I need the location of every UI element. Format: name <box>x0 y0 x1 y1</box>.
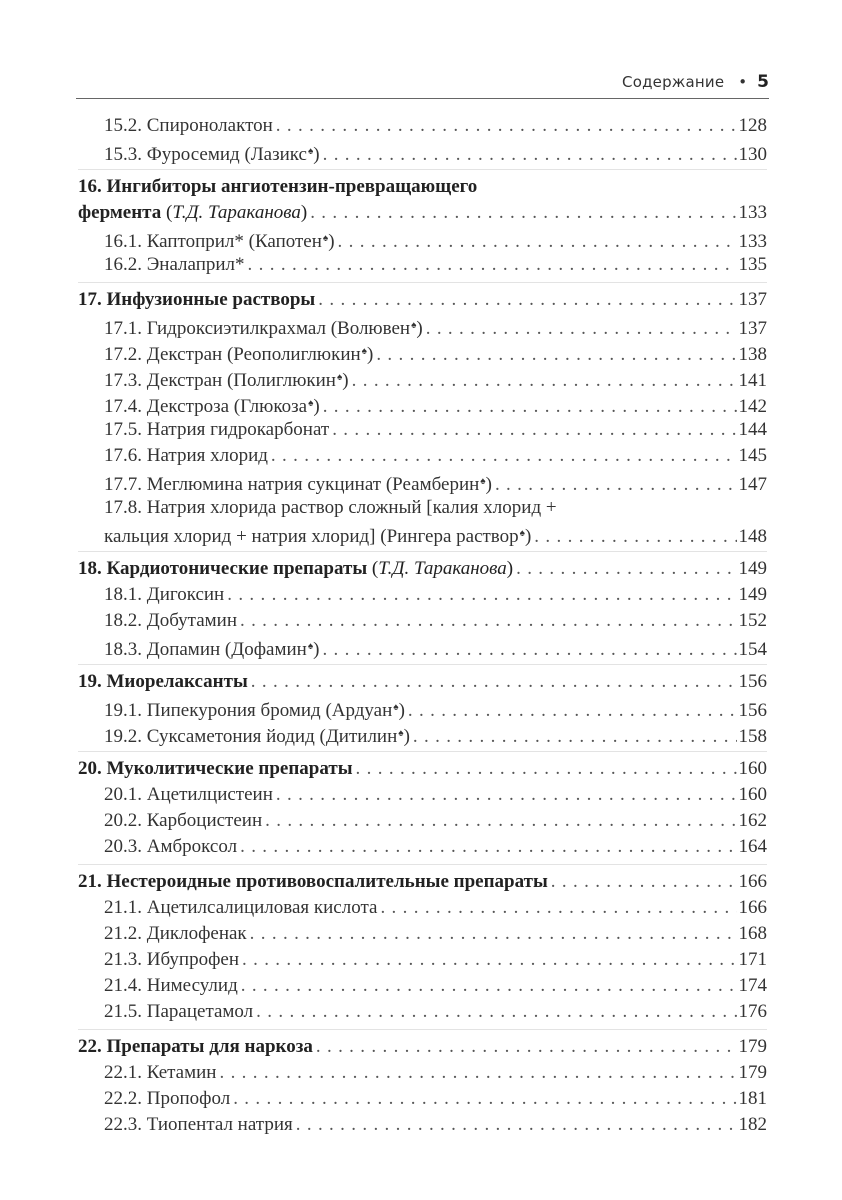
toc-item[interactable] <box>78 226 767 252</box>
item-title-text: 21.5. Парацетамол <box>104 1001 254 1022</box>
item-title-text: 21.1. Ацетилсалициловая кислота <box>104 897 378 918</box>
item-title <box>104 1086 230 1112</box>
toc-section <box>78 864 767 1025</box>
toc-chapter-entry[interactable] <box>78 669 767 695</box>
page-ref[interactable]: 162 <box>738 810 767 831</box>
toc-chapter-entry[interactable] <box>78 287 767 313</box>
dot-leader <box>240 834 736 860</box>
dot-leader <box>332 417 736 443</box>
dot-leader <box>219 1060 736 1086</box>
toc-item[interactable] <box>78 808 767 834</box>
item-title-text: 17.1. Гидроксиэтилкрахмал (Волювен <box>104 318 411 339</box>
toc-item[interactable] <box>78 634 767 660</box>
toc-item[interactable] <box>78 1086 767 1112</box>
item-title-text: 16.1. Каптоприл* (Капотен <box>104 231 322 252</box>
trademark-icon: ♠ <box>398 728 404 739</box>
dot-leader <box>241 973 737 999</box>
chapter-title-text: 20. Муколитические препараты <box>78 758 353 779</box>
page-ref[interactable]: 133 <box>738 231 767 252</box>
toc-item[interactable] <box>78 339 767 365</box>
toc-item[interactable] <box>78 608 767 634</box>
toc-chapter-entry[interactable] <box>78 869 767 895</box>
toc-section <box>78 282 767 547</box>
dot-leader <box>408 698 737 724</box>
dot-leader <box>248 252 737 278</box>
close-paren: ) <box>506 558 514 579</box>
item-title <box>104 808 262 834</box>
item-title <box>104 139 320 168</box>
toc-item[interactable] <box>78 521 767 547</box>
bullet-separator: • <box>738 73 748 91</box>
dot-leader <box>251 669 737 695</box>
toc-item[interactable] <box>78 947 767 973</box>
chapter-title: 16. Ингибиторы ангиотензин-превращающего <box>78 176 478 197</box>
dot-leader <box>256 999 736 1025</box>
toc-item[interactable] <box>78 782 767 808</box>
dot-leader <box>322 637 736 663</box>
item-title <box>104 721 410 750</box>
dot-leader <box>296 1112 737 1138</box>
item-title <box>104 782 273 808</box>
chapter-author: Т.Д. Тараканова <box>378 558 507 579</box>
item-title-text: 21.2. Диклофенак <box>104 923 247 944</box>
toc-section <box>78 751 767 860</box>
item-title-text: 21.4. Нимесулид <box>104 975 238 996</box>
item-title <box>104 1060 216 1086</box>
trademark-icon: ♠ <box>519 528 525 539</box>
page-ref[interactable]: 160 <box>738 784 767 805</box>
dot-leader <box>380 895 736 921</box>
chapter-title <box>78 869 548 895</box>
page-ref[interactable]: 149 <box>738 584 767 605</box>
dot-leader <box>551 869 737 895</box>
item-title-text: 21.3. Ибупрофен <box>104 949 239 970</box>
item-title <box>104 1112 293 1138</box>
page-ref[interactable]: 130 <box>738 144 767 165</box>
item-title <box>104 521 531 550</box>
dot-leader <box>227 582 736 608</box>
dot-leader <box>426 316 737 342</box>
item-title <box>104 947 239 973</box>
item-title-text: 20.2. Карбоцистеин <box>104 810 263 831</box>
item-title-end: ) <box>342 370 349 391</box>
item-title-end: ) <box>313 144 320 165</box>
item-title-text: 18.2. Добутамин <box>104 610 237 631</box>
page-ref[interactable]: 171 <box>738 949 767 970</box>
trademark-icon: ♠ <box>307 641 314 652</box>
page-ref[interactable]: 164 <box>738 836 767 857</box>
page-ref[interactable]: 154 <box>738 639 767 660</box>
dot-leader <box>413 724 737 750</box>
item-title-text: 22.3. Тиопентал натрия <box>104 1114 293 1135</box>
page-ref[interactable]: 137 <box>738 318 767 339</box>
chapter-author: Т.Д. Тараканова <box>172 202 301 223</box>
open-paren: ( <box>367 558 379 579</box>
toc-chapter-entry[interactable] <box>78 556 767 582</box>
chapter-title <box>78 756 353 782</box>
dot-leader <box>516 556 736 582</box>
item-title-text: 18.1. Дигоксин <box>104 584 225 605</box>
page-ref[interactable]: 182 <box>738 1114 767 1135</box>
item-title-end: ) <box>313 639 320 660</box>
dot-leader <box>242 947 737 973</box>
page-ref[interactable]: 174 <box>738 975 767 996</box>
item-title <box>104 921 247 947</box>
item-title-end: ) <box>398 700 405 721</box>
toc-item[interactable] <box>78 443 767 469</box>
toc-chapter-entry[interactable] <box>78 1034 767 1060</box>
page-ref[interactable]: 149 <box>738 558 767 579</box>
page-ref[interactable]: 156 <box>738 700 767 721</box>
toc-item[interactable] <box>78 469 767 495</box>
item-title-text: 22.2. Пропофол <box>104 1088 231 1109</box>
dot-leader <box>276 782 737 808</box>
trademark-icon: ♠ <box>480 476 486 487</box>
item-title-text: 15.2. Спиронолактон <box>104 115 273 136</box>
page-ref[interactable]: 179 <box>738 1036 767 1057</box>
page-ref[interactable]: 166 <box>738 897 767 918</box>
toc-item[interactable] <box>78 365 767 391</box>
item-title <box>104 608 237 634</box>
page-number: 5 <box>757 72 769 92</box>
toc-item[interactable] <box>78 313 767 339</box>
toc-section <box>78 1029 767 1138</box>
item-title <box>104 973 238 999</box>
chapter-title-text: 17. Инфузионные растворы <box>78 289 316 310</box>
toc-section <box>78 169 767 278</box>
chapter-title-text: фермента <box>78 202 162 223</box>
chapter-title-continued <box>78 200 307 226</box>
item-title <box>104 999 253 1025</box>
dot-leader <box>318 287 736 313</box>
item-title <box>104 634 319 663</box>
toc-section <box>78 664 767 747</box>
toc-item[interactable] <box>78 895 767 921</box>
trademark-icon: ♠ <box>322 233 329 244</box>
item-title <box>104 365 349 394</box>
toc-chapter-entry[interactable] <box>78 200 767 226</box>
item-title-text: 20.1. Ацетилцистеин <box>104 784 273 805</box>
item-title <box>104 443 268 469</box>
page-ref[interactable]: 145 <box>738 445 767 466</box>
item-title <box>104 582 224 608</box>
toc-chapter-entry[interactable] <box>78 756 767 782</box>
item-title <box>104 313 423 342</box>
dot-leader <box>240 608 737 634</box>
dot-leader <box>310 200 736 226</box>
dot-leader <box>271 443 737 469</box>
toc-item[interactable] <box>78 139 767 165</box>
page-ref[interactable]: 166 <box>738 871 767 892</box>
page-ref[interactable]: 148 <box>738 526 767 547</box>
page-ref[interactable]: 147 <box>738 474 767 495</box>
table-of-contents <box>78 113 767 1138</box>
dot-leader <box>376 342 736 368</box>
toc-section <box>78 113 767 165</box>
item-title <box>104 113 273 139</box>
toc-item[interactable] <box>78 1060 767 1086</box>
page-ref[interactable]: 128 <box>738 115 767 136</box>
item-title-text: 17.3. Декстран (Полиглюкин <box>104 370 336 391</box>
item-title-text: 17.5. Натрия гидрокарбонат <box>104 419 330 440</box>
item-title: 17.8. Натрия хлорида раствор сложный [калия хлорид + <box>104 497 557 518</box>
page-ref[interactable]: 179 <box>738 1062 767 1083</box>
item-title-text: 19.1. Пипекурония бромид (Ардуан <box>104 700 393 721</box>
chapter-title-text: 21. Нестероидные противовоспалительные препараты <box>78 871 548 892</box>
item-title <box>104 391 320 420</box>
item-title-text: 19.2. Суксаметония йодид (Дитилин <box>104 726 398 747</box>
item-title-text: 17.4. Декстроза (Глюкоза <box>104 396 308 417</box>
item-title-end: ) <box>313 396 320 417</box>
toc-item-line[interactable] <box>78 495 767 521</box>
chapter-title <box>78 556 513 582</box>
dot-leader <box>352 368 737 394</box>
toc-item[interactable] <box>78 1112 767 1138</box>
item-title-text: 17.6. Натрия хлорид <box>104 445 268 466</box>
chapter-title-text: 22. Препараты для наркоза <box>78 1036 313 1057</box>
dot-leader <box>276 113 737 139</box>
chapter-title-text: 19. Миорелаксанты <box>78 671 248 692</box>
toc-item[interactable] <box>78 834 767 860</box>
chapter-title <box>78 1034 313 1060</box>
page-ref[interactable]: 141 <box>738 370 767 391</box>
page-ref[interactable]: 133 <box>738 202 767 223</box>
page-ref[interactable]: 144 <box>738 419 767 440</box>
item-title-end: ) <box>524 526 532 547</box>
dot-leader <box>233 1086 736 1112</box>
trademark-icon: ♠ <box>336 372 343 383</box>
trademark-icon: ♠ <box>411 320 417 331</box>
item-title-text: 17.7. Меглюмина натрия сукцинат (Реамберин <box>104 474 480 495</box>
toc-item[interactable] <box>78 417 767 443</box>
page-ref[interactable]: 138 <box>738 344 767 365</box>
open-paren: ( <box>161 202 173 223</box>
item-title <box>104 252 245 278</box>
trademark-icon: ♠ <box>308 398 314 409</box>
toc-chapter-title-line[interactable] <box>78 174 767 200</box>
item-title-text: 20.3. Амброксол <box>104 836 238 857</box>
chapter-title <box>78 669 248 695</box>
close-paren: ) <box>300 202 308 223</box>
running-header <box>76 72 769 99</box>
page-ref[interactable]: 181 <box>738 1088 767 1109</box>
trademark-icon: ♠ <box>393 702 399 713</box>
page-ref[interactable]: 152 <box>738 610 767 631</box>
item-title-text: 15.3. Фуросемид (Лазикс <box>104 144 307 165</box>
item-title-text: 18.3. Допамин (Дофамин <box>104 639 307 660</box>
item-title <box>104 469 492 498</box>
page-ref[interactable]: 156 <box>738 671 767 692</box>
item-title <box>104 417 329 443</box>
trademark-icon: ♠ <box>307 146 314 157</box>
item-title-end: ) <box>403 726 410 747</box>
toc-section <box>78 551 767 660</box>
item-title-text: 17.2. Декстран (Реополиглюкин <box>104 344 361 365</box>
page-ref[interactable]: 176 <box>738 1001 767 1022</box>
item-title-end: ) <box>485 474 492 495</box>
toc-item[interactable] <box>78 113 767 139</box>
item-title-end: ) <box>366 344 374 365</box>
item-title <box>104 339 373 368</box>
page-ref[interactable]: 168 <box>738 923 767 944</box>
item-title <box>104 834 237 860</box>
dot-leader <box>534 524 736 550</box>
trademark-icon: ♠ <box>361 346 367 357</box>
toc-item[interactable] <box>78 582 767 608</box>
item-title-text: кальция хлорид + натрия хлорид] (Рингера раствор <box>104 526 519 547</box>
toc-item[interactable] <box>78 921 767 947</box>
toc-item[interactable] <box>78 391 767 417</box>
dot-leader <box>265 808 736 834</box>
page-ref[interactable]: 142 <box>738 396 767 417</box>
page-ref[interactable]: 160 <box>738 758 767 779</box>
toc-item[interactable] <box>78 252 767 278</box>
chapter-title <box>78 287 315 313</box>
dot-leader <box>316 1034 737 1060</box>
toc-item[interactable] <box>78 721 767 747</box>
toc-item[interactable] <box>78 695 767 721</box>
chapter-title-text: 18. Кардиотонические препараты <box>78 558 368 579</box>
page-ref[interactable]: 137 <box>738 289 767 310</box>
item-title-text: 16.2. Эналаприл* <box>104 254 245 275</box>
toc-item[interactable] <box>78 973 767 999</box>
dot-leader <box>250 921 737 947</box>
item-title <box>104 226 335 255</box>
dot-leader <box>323 142 737 168</box>
item-title-end: ) <box>328 231 335 252</box>
item-title <box>104 695 405 724</box>
item-title-end: ) <box>416 318 423 339</box>
dot-leader <box>356 756 737 782</box>
toc-item[interactable] <box>78 999 767 1025</box>
page-ref[interactable]: 135 <box>738 254 767 275</box>
running-header-title: Содержание <box>622 73 725 91</box>
page-ref[interactable]: 158 <box>738 726 767 747</box>
item-title-text: 22.1. Кетамин <box>104 1062 217 1083</box>
item-title <box>104 895 377 921</box>
